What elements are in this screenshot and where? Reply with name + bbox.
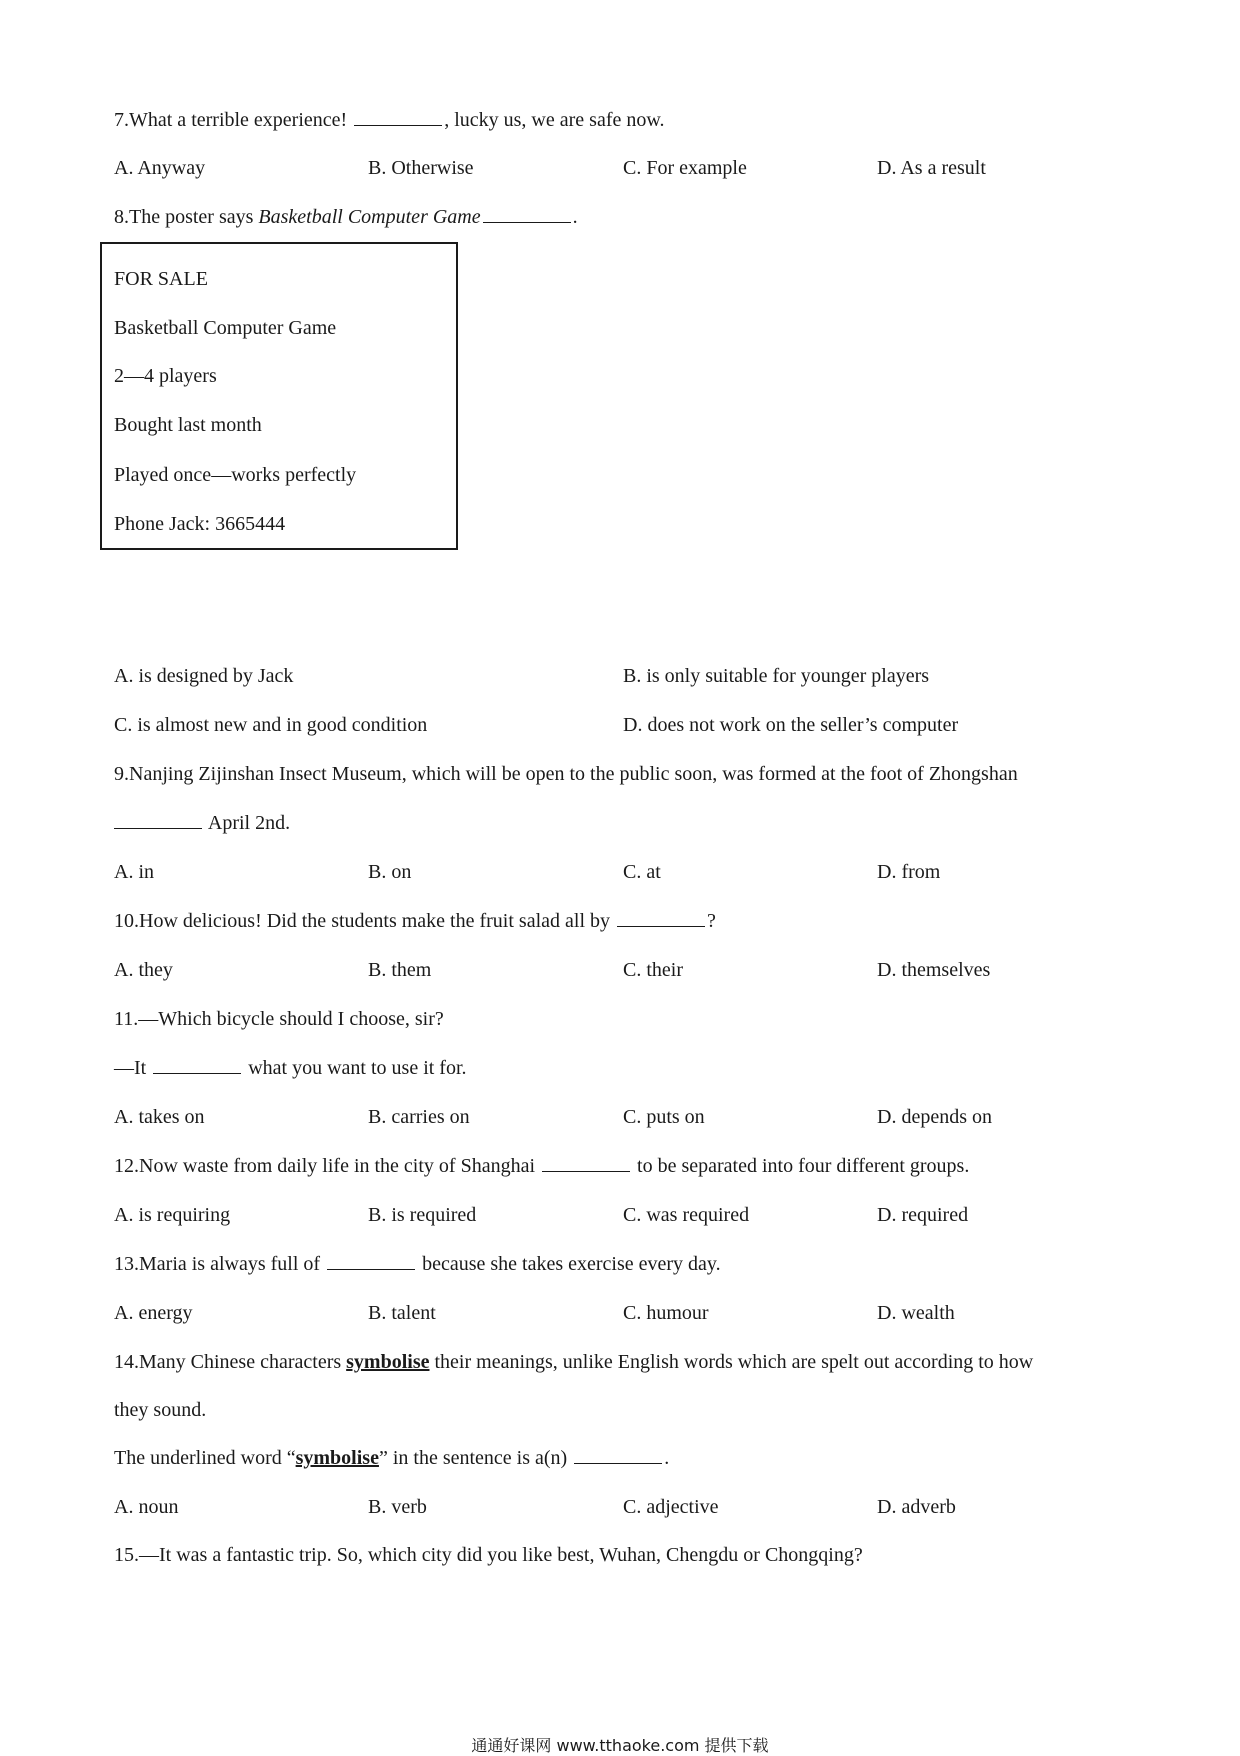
option-b: B. Otherwise (368, 157, 474, 179)
for-sale-poster (100, 242, 458, 550)
question-13-options (114, 1300, 1124, 1326)
question-9: 9.Nanjing Zijinshan Insect Museum, which will be open to the public soon, was formed at the foot of Zhongshan (114, 763, 1018, 785)
question-10-options (114, 957, 1124, 983)
option-a: A. is designed by Jack (114, 665, 294, 687)
poster-line: 2—4 players (114, 365, 217, 387)
poster-line: Bought last month (114, 414, 262, 436)
answer-blank (617, 908, 705, 927)
question-8-options-row2 (114, 712, 1124, 738)
option-b: B. on (368, 861, 412, 883)
answer-blank (483, 204, 571, 223)
option-d: D. As a result (877, 157, 986, 179)
question-11-options (114, 1104, 1124, 1130)
option-c: C. adjective (623, 1496, 719, 1518)
option-a: A. in (114, 861, 154, 883)
answer-blank (354, 107, 442, 126)
option-a: A. is requiring (114, 1204, 231, 1226)
question-10: 10.How delicious! Did the students make the fruit salad all by ? (114, 910, 716, 932)
answer-blank (327, 1251, 415, 1270)
option-b: B. talent (368, 1302, 436, 1324)
question-8: 8.The poster says Basketball Computer Game . (114, 206, 578, 228)
poster-line: Phone Jack: 3665444 (114, 513, 286, 535)
option-a: A. noun (114, 1496, 179, 1518)
answer-blank (542, 1153, 630, 1172)
underlined-word: symbolise (346, 1351, 430, 1373)
option-d: D. wealth (877, 1302, 955, 1324)
option-c: C. was required (623, 1204, 750, 1226)
poster-line: FOR SALE (114, 268, 208, 290)
question-9-options (114, 859, 1124, 885)
poster-line: Played once—works perfectly (114, 464, 357, 486)
option-a: A. energy (114, 1302, 193, 1324)
option-c: C. their (623, 959, 683, 981)
option-d: D. adverb (877, 1496, 956, 1518)
answer-blank (114, 810, 202, 829)
option-b: B. them (368, 959, 432, 981)
question-8-options-row1 (114, 663, 1124, 689)
question-14-continued: they sound. (114, 1399, 207, 1421)
question-12-options (114, 1202, 1124, 1228)
question-7-options (114, 155, 1124, 181)
option-a: A. they (114, 959, 173, 981)
question-15: 15.—It was a fantastic trip. So, which city did you like best, Wuhan, Chengdu or Chongqing? (114, 1544, 863, 1566)
answer-blank (574, 1445, 662, 1464)
answer-blank (153, 1055, 241, 1074)
option-d: D. does not work on the seller’s computer (623, 714, 959, 736)
question-14-prompt: The underlined word “symbolise” in the sentence is a(n) . (114, 1447, 670, 1469)
underlined-word: symbolise (295, 1447, 379, 1469)
option-d: D. themselves (877, 959, 991, 981)
option-a: A. Anyway (114, 157, 206, 179)
option-d: D. from (877, 861, 941, 883)
option-b: B. carries on (368, 1106, 470, 1128)
option-b: B. verb (368, 1496, 427, 1518)
poster-line: Basketball Computer Game (114, 317, 337, 339)
option-c: C. at (623, 861, 661, 883)
option-b: B. is only suitable for younger players (623, 665, 930, 687)
page-footer: 通通好课网 www.tthaoke.com 提供下载 (471, 1736, 769, 1755)
option-a: A. takes on (114, 1106, 205, 1128)
option-c: C. humour (623, 1302, 709, 1324)
question-14: 14.Many Chinese characters symbolise their meanings, unlike English words which are spelt out according to how (114, 1351, 1034, 1373)
question-11: 11.—Which bicycle should I choose, sir? (114, 1008, 444, 1030)
question-14-options (114, 1494, 1124, 1520)
option-c: C. is almost new and in good condition (114, 714, 428, 736)
question-12: 12.Now waste from daily life in the city of Shanghai to be separated into four different groups. (114, 1155, 970, 1177)
question-9-continued: April 2nd. (114, 810, 290, 836)
option-d: D. required (877, 1204, 969, 1226)
option-c: C. For example (623, 157, 747, 179)
option-c: C. puts on (623, 1106, 705, 1128)
option-b: B. is required (368, 1204, 477, 1226)
question-11-reply: —It what you want to use it for. (114, 1057, 467, 1079)
question-13: 13.Maria is always full of because she takes exercise every day. (114, 1253, 721, 1275)
question-7: 7.What a terrible experience! , lucky us, we are safe now. (114, 109, 665, 131)
option-d: D. depends on (877, 1106, 992, 1128)
